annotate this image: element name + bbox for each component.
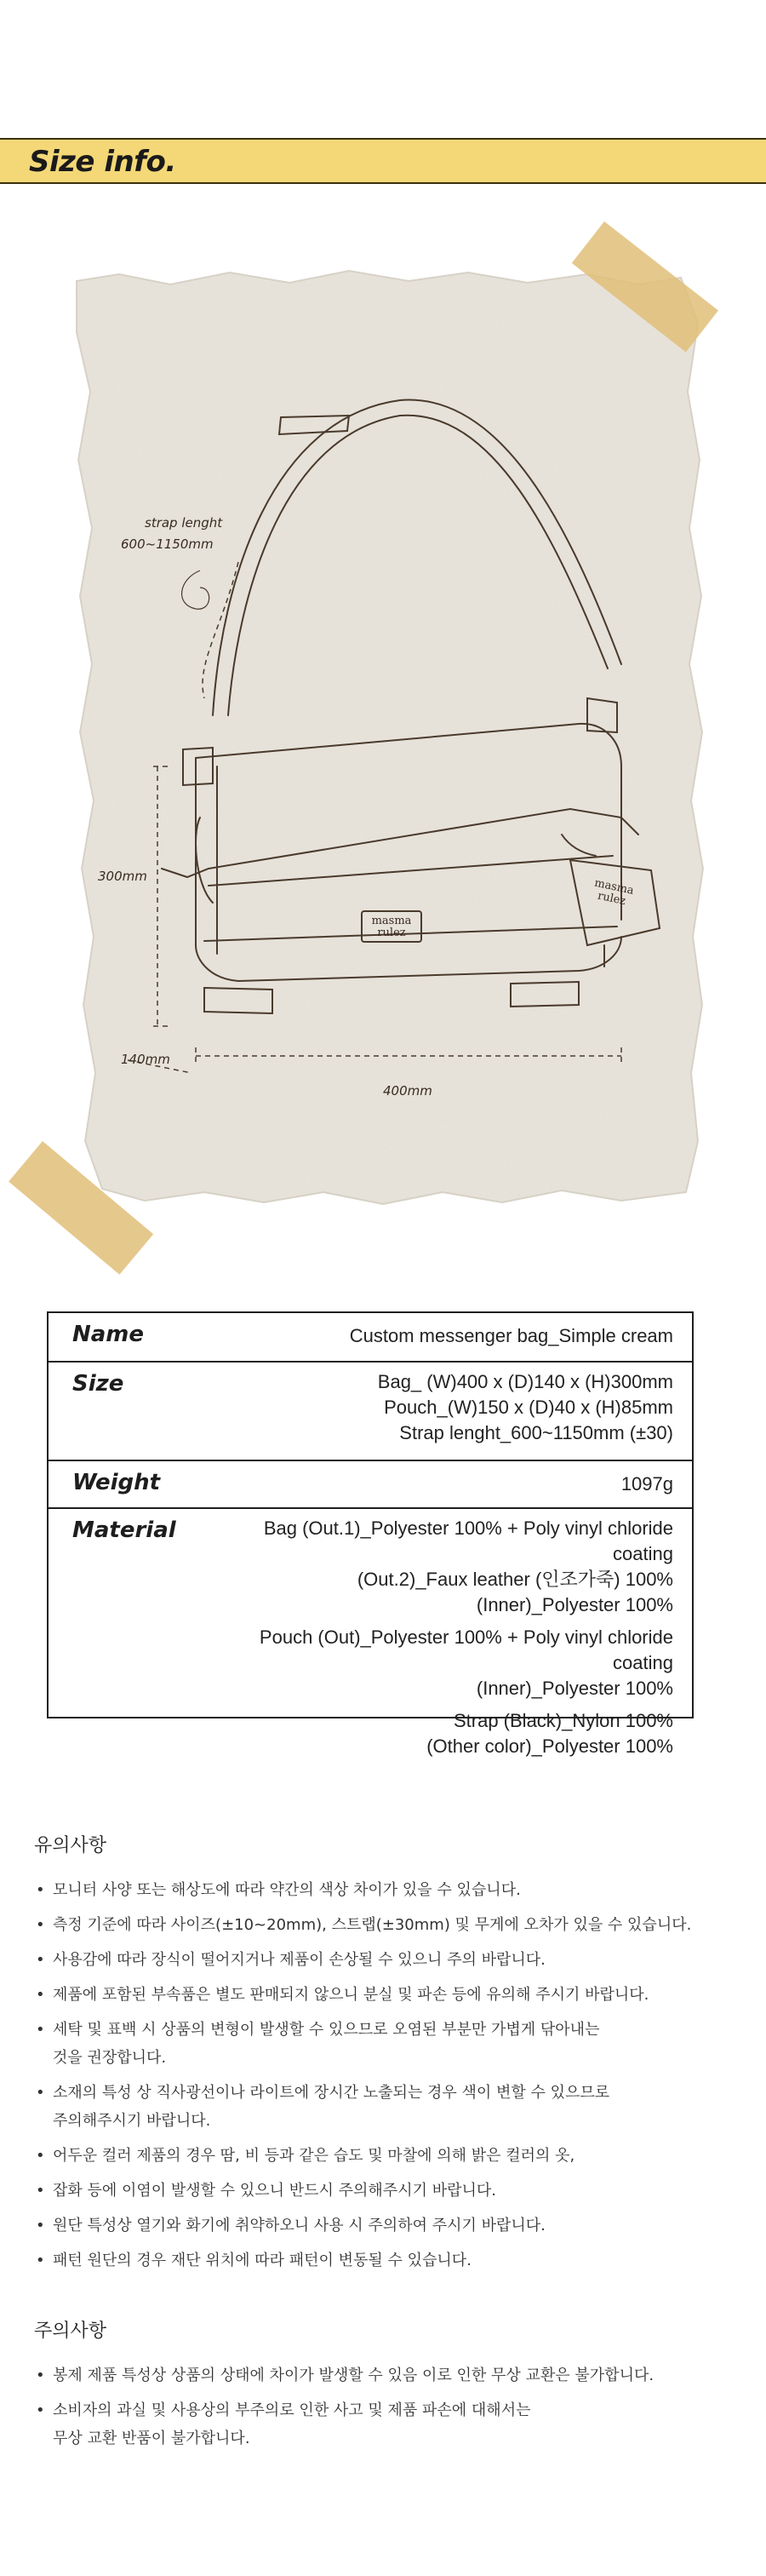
- list-item: • 잡화 등에 이염이 발생할 수 있으니 반드시 주의해주시기 바랍니다.: [34, 2177, 740, 2205]
- name-value: Custom messenger bag_Simple cream: [349, 1325, 673, 1346]
- pouch-brand-tag: masma rulez: [593, 876, 636, 909]
- list-item: • 어두운 컬러 제품의 경우 땀, 비 등과 같은 습도 및 마찰에 의해 밝은 컬러의 옷,: [34, 2142, 740, 2170]
- bag-brand-tag: masma rulez: [371, 915, 412, 939]
- list-item: • 사용감에 따라 장식이 떨어지거나 제품이 손상될 수 있으니 주의 바랍니다.: [34, 1946, 740, 1974]
- size-values: Bag_ (W)400 x (D)140 x (H)300mm Pouch_(W)150 x (D)40 x (H)85mm Strap lenght_600~1150mm (±30): [377, 1371, 673, 1443]
- height-dimension-label: 300mm: [98, 869, 147, 884]
- list-item: • 세탁 및 표백 시 상품의 변형이 발생할 수 있으므로 오염된 부분만 가볍게 닦아내는 것을 권장합니다.: [34, 2016, 740, 2072]
- spec-row-size: [49, 1363, 692, 1461]
- list-item: • 측정 기준에 따라 사이즈(±10~20mm), 스트랩(±30mm) 및 무게에 오차가 있을 수 있습니다.: [34, 1911, 740, 1939]
- strap-length-range: 600~1150mm: [121, 536, 214, 552]
- caution-section: [34, 1831, 740, 2281]
- caution-list: [34, 1876, 740, 2275]
- list-item: • 패턴 원단의 경우 재단 위치에 따라 패턴이 변동될 수 있습니다.: [34, 2246, 740, 2275]
- bag-diagram: [26, 221, 740, 1243]
- strap-length-label: strap lenght: [145, 515, 223, 531]
- name-label: Name: [72, 1322, 145, 1347]
- list-item: • 원단 특성상 열기와 화기에 취약하오니 사용 시 주의하여 주시기 바랍니다.: [34, 2212, 740, 2240]
- weight-value: 1097g: [620, 1473, 673, 1495]
- size-info-title: Size info.: [29, 145, 176, 179]
- size-label: Size: [72, 1371, 124, 1397]
- spec-row-name: [49, 1313, 692, 1363]
- list-item: • 제품에 포함된 부속품은 별도 판매되지 않으니 분실 및 파손 등에 유의해 주시기 바랍니다.: [34, 1981, 740, 2009]
- list-item: • 모니터 사양 또는 해상도에 따라 약간의 색상 차이가 있을 수 있습니다.: [34, 1876, 740, 1904]
- width-dimension-label: 400mm: [383, 1083, 432, 1099]
- caution-title: 유의사항: [34, 1835, 107, 1856]
- material-values: Bag (Out.1)_Polyester 100% + Poly vinyl chloride coating (Out.2)_Faux leather (인조가죽) 100% (Inner)_Polyester 100% Pouch (Out)_Polyester 100% + Poly vinyl chloride coating (Inner)_Polyester 100% Strap (Black)_Nylon 100% (Other color)_Polyester 100%: [259, 1517, 673, 1757]
- weight-label: Weight: [72, 1470, 161, 1495]
- depth-dimension-label: 140mm: [121, 1052, 170, 1067]
- list-item: • 소비자의 과실 및 사용상의 부주의로 인한 사고 및 제품 파손에 대해서는 무상 교환 반품이 불가합니다.: [34, 2396, 740, 2453]
- notice-section: [34, 2316, 740, 2459]
- spec-row-weight: [49, 1461, 692, 1509]
- spec-table: [47, 1311, 694, 1757]
- notice-title: 주의사항: [34, 2321, 107, 2342]
- spec-row-material: [49, 1509, 692, 1757]
- list-item: • 봉제 제품 특성상 상품의 상태에 차이가 발생할 수 있음 이로 인한 무상 교환은 불가합니다.: [34, 2361, 740, 2390]
- list-item: • 소재의 특성 상 직사광선이나 라이트에 장시간 노출되는 경우 색이 변할 수 있으므로 주의해주시기 바랍니다.: [34, 2079, 740, 2135]
- size-info-banner: [0, 138, 766, 184]
- material-label: Material: [72, 1517, 176, 1543]
- notice-list: [34, 2361, 740, 2453]
